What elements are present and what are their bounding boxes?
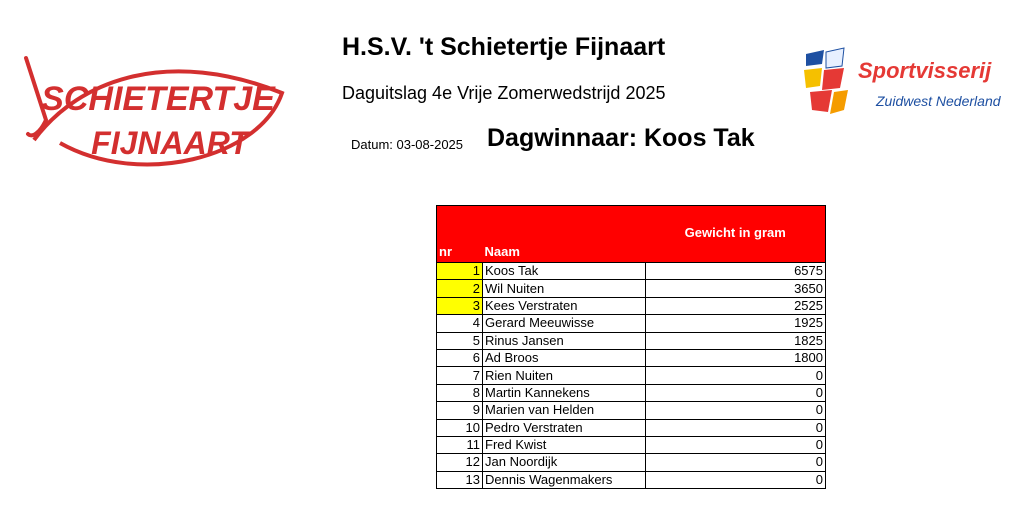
rank-cell: 2 — [437, 280, 483, 297]
flag-orange — [830, 90, 848, 114]
name-cell: Pedro Verstraten — [483, 419, 646, 436]
weight-cell: 0 — [646, 436, 826, 453]
table-row — [437, 384, 826, 401]
rank-cell: 8 — [437, 384, 483, 401]
rank-cell: 5 — [437, 332, 483, 349]
rank-cell: 4 — [437, 315, 483, 332]
sportvisserij-logo-icon — [800, 44, 1005, 124]
rank-cell: 10 — [437, 419, 483, 436]
sponsor-logo — [800, 44, 1005, 124]
name-cell: Fred Kwist — [483, 436, 646, 453]
table-row — [437, 280, 826, 297]
table-header-row — [437, 206, 826, 263]
results-table — [436, 205, 826, 489]
name-cell: Rinus Jansen — [483, 332, 646, 349]
weight-cell: 0 — [646, 471, 826, 488]
column-header-weight: Gewicht in gram — [646, 206, 826, 263]
table-row — [437, 402, 826, 419]
name-cell: Martin Kannekens — [483, 384, 646, 401]
rank-cell: 1 — [437, 263, 483, 280]
weight-cell: 1925 — [646, 315, 826, 332]
table-row — [437, 436, 826, 453]
flag-red-check — [810, 90, 832, 112]
column-header-nr: nr — [437, 206, 483, 263]
logo-text-line2: FIJNAART — [91, 125, 249, 161]
table-row — [437, 419, 826, 436]
table-row — [437, 332, 826, 349]
rank-cell: 7 — [437, 367, 483, 384]
name-cell: Rien Nuiten — [483, 367, 646, 384]
logo-text-line1: SCHIETERTJE — [41, 80, 275, 118]
name-cell: Ad Broos — [483, 349, 646, 366]
weight-cell: 1825 — [646, 332, 826, 349]
sponsor-logo-line1: Sportvisserij — [858, 58, 992, 83]
weight-cell: 0 — [646, 419, 826, 436]
club-logo — [20, 48, 288, 182]
page-subtitle: Daguitslag 4e Vrije Zomerwedstrijd 2025 — [342, 83, 666, 103]
rank-cell: 6 — [437, 349, 483, 366]
weight-cell: 3650 — [646, 280, 826, 297]
name-cell: Marien van Helden — [483, 402, 646, 419]
flag-red — [822, 68, 844, 90]
sponsor-logo-line2: Zuidwest Nederland — [876, 93, 1001, 109]
table-row — [437, 454, 826, 471]
weight-cell: 2525 — [646, 297, 826, 314]
flag-white — [826, 48, 844, 68]
table-row — [437, 263, 826, 280]
name-cell: Koos Tak — [483, 263, 646, 280]
rank-cell: 11 — [437, 436, 483, 453]
table-row — [437, 471, 826, 488]
weight-cell: 0 — [646, 402, 826, 419]
date-label: Datum: 03-08-2025 — [351, 137, 464, 152]
rank-cell: 13 — [437, 471, 483, 488]
weight-cell: 0 — [646, 367, 826, 384]
name-cell: Wil Nuiten — [483, 280, 646, 297]
name-cell: Gerard Meeuwisse — [483, 315, 646, 332]
page-title: H.S.V. 't Schietertje Fijnaart — [342, 33, 666, 61]
name-cell: Jan Noordijk — [483, 454, 646, 471]
weight-cell: 6575 — [646, 263, 826, 280]
table-row — [437, 315, 826, 332]
name-cell: Kees Verstraten — [483, 297, 646, 314]
table-row — [437, 349, 826, 366]
flag-blue — [806, 50, 824, 66]
rank-cell: 9 — [437, 402, 483, 419]
weight-cell: 1800 — [646, 349, 826, 366]
table-row — [437, 297, 826, 314]
rank-cell: 3 — [437, 297, 483, 314]
weight-cell: 0 — [646, 454, 826, 471]
flag-yellow — [804, 68, 822, 88]
day-winner: Dagwinnaar: Koos Tak — [487, 124, 755, 152]
rank-cell: 12 — [437, 454, 483, 471]
column-header-name: Naam — [483, 206, 646, 263]
club-logo-fish-icon — [20, 48, 288, 182]
weight-cell: 0 — [646, 384, 826, 401]
name-cell: Dennis Wagenmakers — [483, 471, 646, 488]
table-row — [437, 367, 826, 384]
